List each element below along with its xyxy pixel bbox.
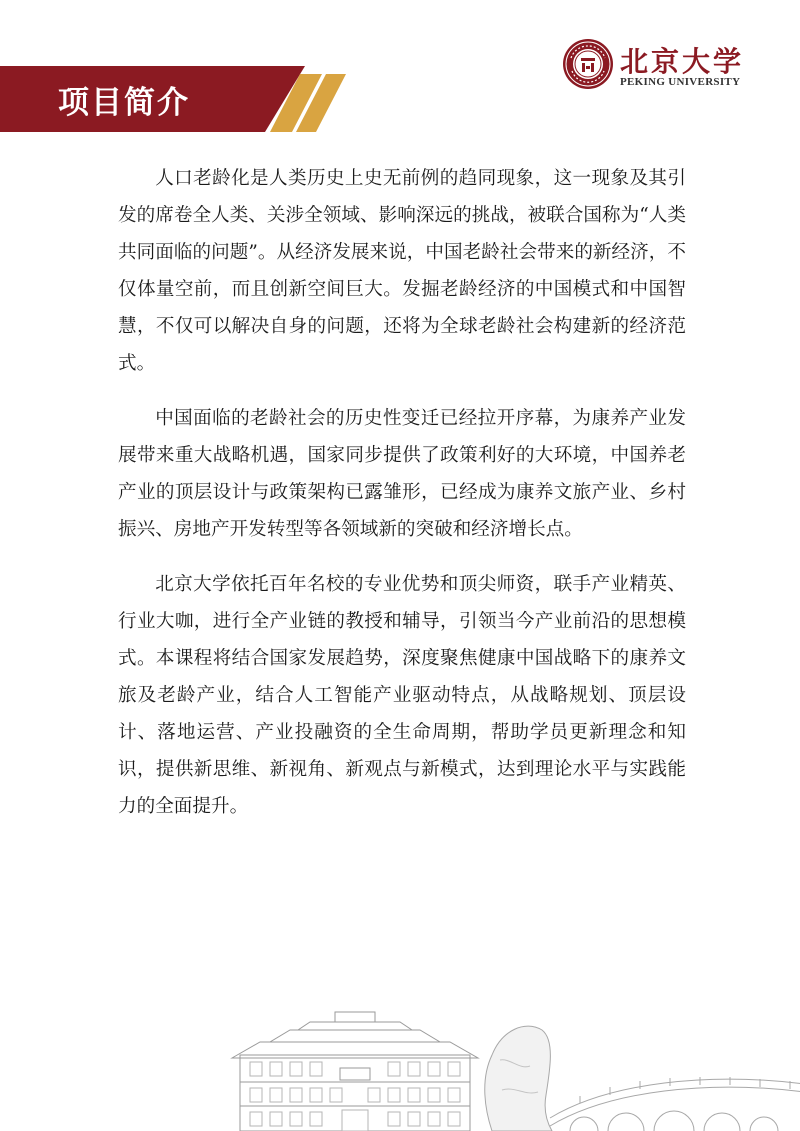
intro-paragraph-1: 人口老龄化是人类历史上史无前例的趋同现象，这一现象及其引发的席卷全人类、关涉全领域、影响深远的挑战，被联合国称为“人类共同面临的问题”。从经济发展来说，中国老龄社会带来的新经济，不仅体量空前，而且创新空间巨大。发掘老龄经济的中国模式和中国智慧，不仅可以解决自身的问题，还将为全球老龄社会构建新的经济范式。	[118, 168, 686, 374]
intro-paragraph-2: 中国面临的老龄社会的历史性变迁已经拉开序幕，为康养产业发展带来重大战略机遇，国家同步提供了政策利好的大环境，中国养老产业的顶层设计与政策架构已露雏形，已经成为康养文旅产业、乡村振兴、房地产开发转型等各领域新的突破和经济增长点。	[118, 408, 686, 540]
university-logo	[562, 38, 752, 94]
campus-line-art	[230, 1000, 800, 1131]
campus-building-drawing	[232, 1012, 478, 1131]
campus-bridge-drawing	[550, 1077, 800, 1131]
logo-name-chinese: 北京大学	[620, 45, 745, 78]
intro-paragraph-3: 北京大学依托百年名校的专业优势和顶尖师资，联手产业精英、行业大咖，进行全产业链的教授和辅导，引领当今产业前沿的思想模式。本课程将结合国家发展趋势，深度聚焦健康中国战略下的康养文旅及老龄产业，结合人工智能产业驱动特点，从战略规划、顶层设计、落地运营、产业投融资的全生命周期，帮助学员更新理念和知识，提供新思维、新视角、新观点与新模式，达到理论水平与实践能力的全面提升。	[118, 574, 686, 817]
section-title: 项目简介	[58, 85, 190, 121]
university-seal-icon	[562, 38, 614, 90]
logo-name-english: PEKING UNIVERSITY	[620, 76, 741, 88]
project-intro-body	[118, 160, 686, 843]
campus-rock-drawing	[485, 1026, 552, 1131]
